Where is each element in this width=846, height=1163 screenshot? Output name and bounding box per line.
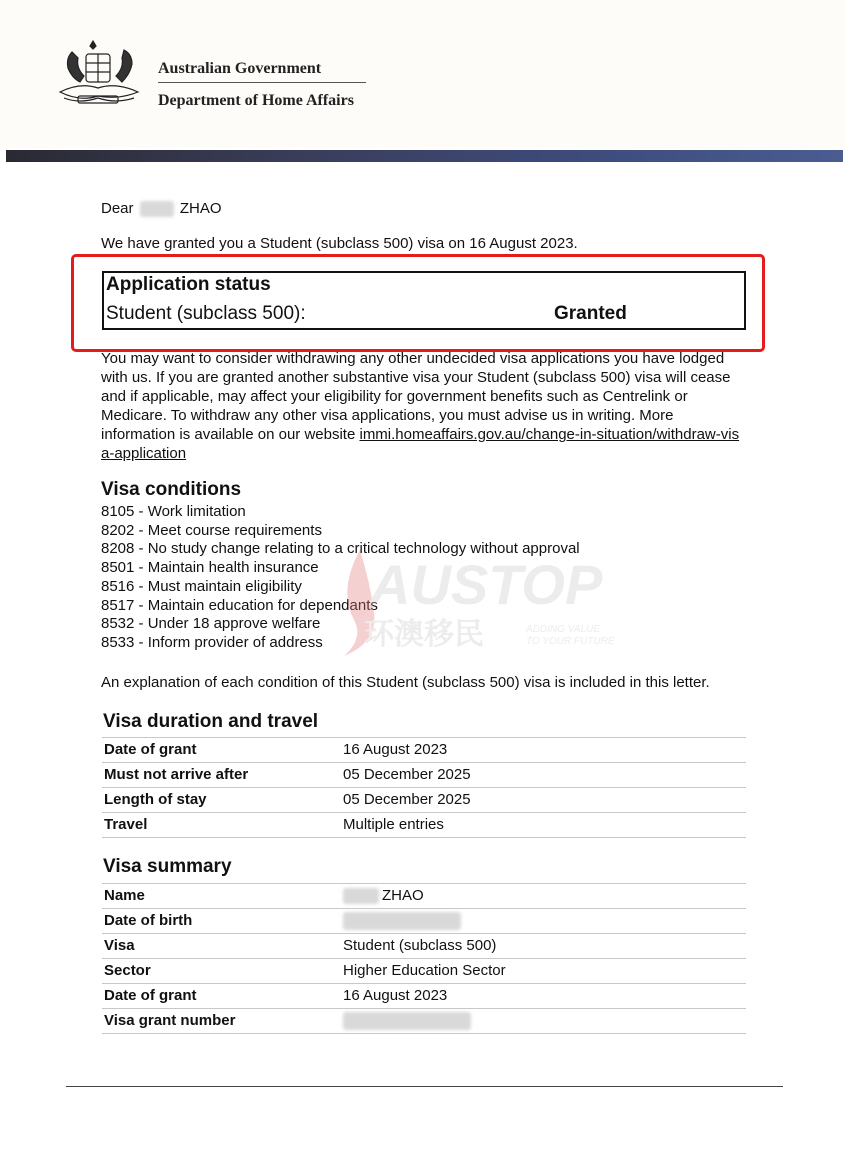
header-banner [6, 150, 843, 162]
summary-surname: ZHAO [382, 887, 424, 904]
salutation-prefix: Dear [101, 200, 134, 217]
redacted-given-name [140, 201, 174, 217]
withdraw-link[interactable]: immi.homeaffairs.gov.au/change-in-situation/withdraw-visa-application [101, 426, 740, 462]
condition-item: 8208 - No study change relating to a critical technology without approval [101, 540, 580, 558]
salutation [101, 199, 222, 218]
row-label: Visa grant number [104, 1012, 236, 1029]
visa-summary-title: Visa summary [103, 856, 232, 877]
condition-item: 8517 - Maintain education for dependants [101, 596, 378, 614]
coat-of-arms-icon [50, 38, 148, 114]
redacted-date-of-birth [343, 912, 461, 930]
redacted-grant-number [343, 1012, 471, 1030]
withdraw-text: You may want to consider withdrawing any other undecided visa applications you have lodged with us. If you are granted another substantive visa your Student (subclass 500) visa will cease and if applicable, may affect your eligibility for government benefits such as Centrelink or Medicare. To withdraw any other visa applications, you must advise us in writing. More information is available on our website [101, 350, 731, 443]
row-label: Must not arrive after [104, 766, 249, 783]
visa-conditions-title: Visa conditions [101, 479, 242, 500]
table-row [102, 763, 746, 788]
row-value: Higher Education Sector [343, 962, 506, 979]
table-row [102, 984, 746, 1009]
row-value [343, 887, 424, 904]
austop-watermark [330, 540, 630, 660]
row-value [343, 912, 461, 930]
application-status-title: Application status [106, 274, 271, 295]
table-row [102, 909, 746, 934]
withdraw-paragraph [101, 349, 741, 463]
row-label: Date of grant [104, 987, 197, 1004]
condition-item: 8532 - Under 18 approve welfare [101, 615, 321, 633]
condition-item: 8533 - Inform provider of address [101, 633, 323, 651]
department-name: Department of Home Affairs [158, 92, 354, 109]
highlight-frame [71, 254, 765, 352]
table-row [102, 934, 746, 959]
grant-sentence: We have granted you a Student (subclass 500) visa on 16 August 2023. [101, 235, 578, 252]
application-status-value: Granted [554, 303, 627, 324]
watermark-brand: AUSTOP [370, 553, 603, 616]
row-label: Travel [104, 816, 148, 833]
condition-item: 8501 - Maintain health insurance [101, 559, 319, 577]
table-row [102, 1009, 746, 1034]
watermark-chinese: 环澳移民 [364, 617, 484, 652]
watermark-tagline-1: ADDING VALUE [526, 624, 600, 635]
row-label: Name [104, 887, 145, 904]
visa-duration-title: Visa duration and travel [103, 711, 319, 732]
row-label: Visa [104, 937, 135, 954]
table-row [102, 813, 746, 838]
application-status-label: Student (subclass 500): [106, 303, 306, 324]
condition-item: 8105 - Work limitation [101, 503, 246, 520]
row-value: 05 December 2025 [343, 791, 471, 808]
row-label: Length of stay [104, 791, 207, 808]
table-row [102, 738, 746, 763]
visa-duration-table [102, 737, 746, 838]
condition-item: 8202 - Meet course requirements [101, 521, 322, 539]
header-divider [158, 82, 366, 83]
redacted-given-name [343, 888, 379, 904]
government-name: Australian Government [158, 60, 322, 77]
row-value: 16 August 2023 [343, 741, 448, 758]
row-label: Date of birth [104, 912, 193, 929]
row-value: Student (subclass 500) [343, 937, 497, 954]
table-row [102, 959, 746, 984]
visa-summary-table [102, 883, 746, 1034]
table-row [102, 788, 746, 813]
condition-item: 8516 - Must maintain eligibility [101, 577, 302, 595]
row-label: Sector [104, 962, 151, 979]
row-value: 05 December 2025 [343, 766, 471, 783]
footer-divider [66, 1086, 783, 1087]
salutation-surname: ZHAO [179, 200, 222, 217]
table-row [102, 884, 746, 909]
row-label: Date of grant [104, 741, 197, 758]
row-value: 16 August 2023 [343, 987, 448, 1004]
row-value [343, 1012, 471, 1030]
conditions-explanation: An explanation of each condition of this Student (subclass 500) visa is included in this letter. [101, 674, 710, 691]
row-value: Multiple entries [343, 816, 444, 833]
watermark-tagline-2: TO YOUR FUTURE [526, 636, 615, 647]
